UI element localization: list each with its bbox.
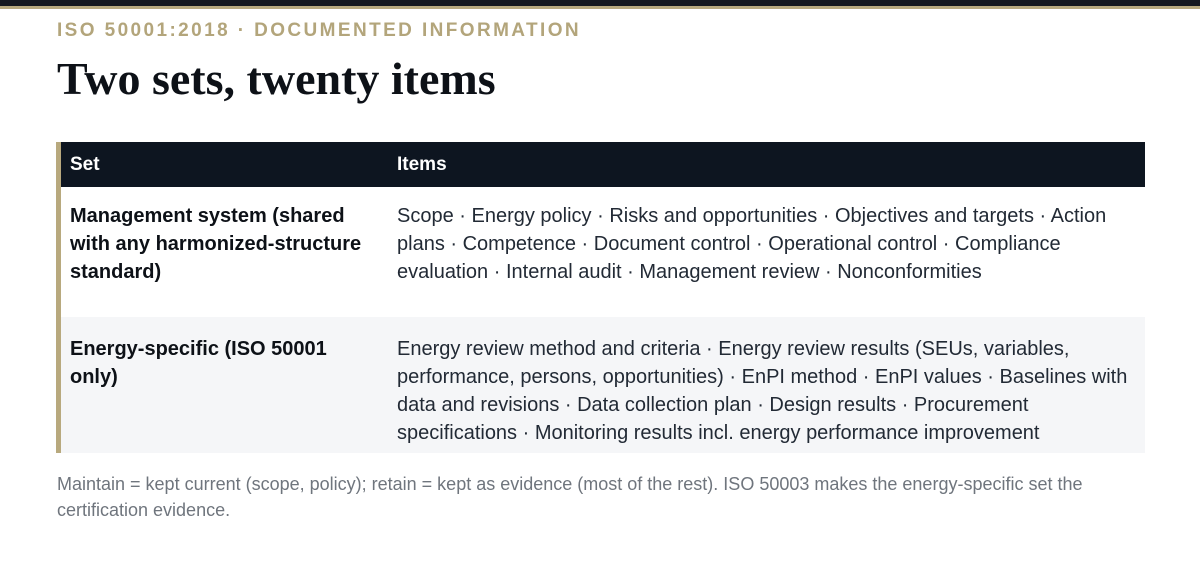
set-cell: Management system (shared with any harmonized-structure standard) xyxy=(70,205,362,283)
documented-info-table xyxy=(56,142,1145,453)
top-rule xyxy=(0,0,1200,9)
items-cell: Scope · Energy policy · Risks and opportunities · Objectives and targets · Action plans · Competence · Document control · Operational control · Compliance evaluation · Internal audit · Management review · Nonconformities xyxy=(397,205,1107,283)
table-row xyxy=(61,187,1145,317)
page-title: Two sets, twenty items xyxy=(57,53,496,104)
column-header-items: Items xyxy=(392,142,1145,187)
set-cell: Energy-specific (ISO 50001 only) xyxy=(61,317,392,453)
eyebrow-label: ISO 50001:2018 · DOCUMENTED INFORMATION xyxy=(57,20,581,41)
table-header-row xyxy=(61,142,1145,187)
column-header-set: Set xyxy=(61,142,392,187)
items-cell: Energy review method and criteria · Energy review results (SEUs, variables, performance, persons, opportunities) · EnPI method · EnPI values · Baselines with data and revisions · Data collection plan · Design results · Procurement specifications · Monitoring results incl. energy performance improvement xyxy=(392,317,1145,453)
table-row xyxy=(61,317,1145,453)
footnote: Maintain = kept current (scope, policy); retain = kept as evidence (most of the rest). ISO 50003 makes the energy-specific set the certification evidence. xyxy=(57,474,1083,520)
